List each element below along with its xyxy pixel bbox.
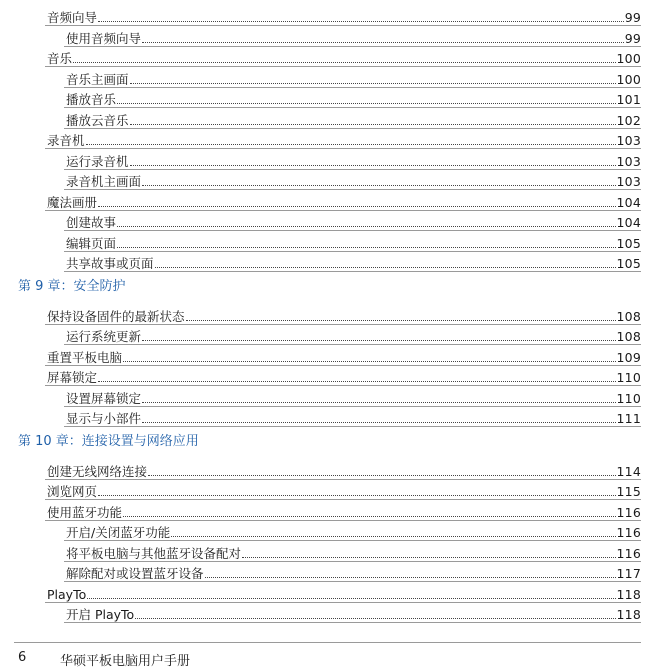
- toc-entry[interactable]: [47, 480, 641, 500]
- dot-leader: [87, 598, 615, 599]
- toc-entry-label: 将平板电脑与其他蓝牙设备配对: [66, 545, 242, 561]
- toc-entry-label: 运行录音机: [66, 153, 129, 169]
- toc-entry-page: 115: [616, 484, 641, 499]
- footer-divider: [14, 642, 641, 643]
- dot-leader: [205, 577, 616, 578]
- toc-entry-label: 使用蓝牙功能: [47, 504, 123, 520]
- footer-title: 华硕平板电脑用户手册: [60, 654, 191, 669]
- toc-entry[interactable]: [47, 346, 641, 366]
- dot-leader: [186, 320, 616, 321]
- toc-entry[interactable]: [47, 47, 641, 67]
- toc-entry[interactable]: [66, 211, 641, 231]
- dot-leader: [130, 124, 616, 125]
- toc-entry-label: 录音机: [47, 133, 85, 148]
- dot-leader: [142, 402, 616, 403]
- toc-entry-page: 102: [616, 112, 641, 128]
- toc-entry[interactable]: [66, 68, 641, 88]
- dot-leader: [86, 144, 616, 145]
- toc-entry-label: 使用音频向导: [66, 30, 142, 46]
- chapter-heading: 第 10 章：连接设置与网络应用: [18, 433, 199, 449]
- toc-entry-label: 屏幕锁定: [47, 370, 98, 385]
- toc-entry-page: 99: [624, 30, 641, 46]
- toc-entry-label: 创建故事: [66, 215, 117, 230]
- toc-entry[interactable]: [47, 583, 641, 603]
- toc-entry-page: 99: [624, 10, 641, 25]
- toc-entry-page: 116: [616, 504, 641, 520]
- toc-entry-page: 104: [616, 194, 641, 210]
- toc-entry-label: 音乐: [47, 51, 73, 66]
- toc-entry-page: 116: [616, 545, 641, 561]
- toc-entry-label: 播放音乐: [66, 92, 117, 107]
- dot-leader: [123, 516, 616, 517]
- toc-entry[interactable]: [66, 109, 641, 129]
- toc-entry-label: 重置平板电脑: [47, 349, 123, 365]
- toc-entry[interactable]: [66, 325, 641, 345]
- toc-entry-page: 103: [616, 174, 641, 189]
- toc-entry-page: 105: [616, 256, 641, 271]
- toc-entry-page: 114: [616, 463, 641, 479]
- toc-entry-page: 104: [616, 215, 641, 230]
- dot-leader: [142, 340, 616, 341]
- dot-leader: [142, 185, 616, 186]
- toc-entry-page: 100: [616, 71, 641, 87]
- toc-entry-label: 开启 PlayTo: [66, 607, 135, 622]
- dot-leader: [155, 267, 616, 268]
- toc-entry[interactable]: [66, 150, 641, 170]
- toc-entry[interactable]: [66, 407, 641, 427]
- dot-leader: [135, 618, 615, 619]
- dot-leader: [242, 557, 616, 558]
- toc-entry-label: 保持设备固件的最新状态: [47, 308, 185, 324]
- toc-entry-page: 108: [616, 329, 641, 344]
- toc-entry-page: 111: [616, 411, 641, 426]
- toc-entry-label: 创建无线网络连接: [47, 463, 148, 479]
- toc-entry[interactable]: [47, 501, 641, 521]
- toc-entry-label: 音频向导: [47, 10, 98, 25]
- toc-entry[interactable]: [47, 129, 641, 149]
- footer-page-number: 6: [18, 650, 27, 665]
- toc-entry-page: 117: [616, 566, 641, 581]
- toc-entry[interactable]: [47, 460, 641, 480]
- chapter-heading: 第 9 章：安全防护: [18, 278, 126, 294]
- toc-entry[interactable]: [47, 191, 641, 211]
- toc-entry[interactable]: [66, 542, 641, 562]
- toc-entry[interactable]: [66, 562, 641, 582]
- toc-entry-page: 101: [616, 92, 641, 107]
- toc-entry-label: 设置屏幕锁定: [66, 390, 142, 406]
- dot-leader: [130, 165, 616, 166]
- toc-entry-page: 103: [616, 153, 641, 169]
- dot-leader: [130, 83, 616, 84]
- toc-entry-page: 100: [616, 51, 641, 66]
- dot-leader: [142, 422, 616, 423]
- toc-entry[interactable]: [66, 387, 641, 407]
- dot-leader: [117, 226, 616, 227]
- toc-entry[interactable]: [66, 232, 641, 252]
- toc-entry-label: PlayTo: [47, 586, 87, 602]
- dot-leader: [142, 42, 624, 43]
- toc-entry-page: 118: [616, 607, 641, 622]
- toc-entry-label: 魔法画册: [47, 194, 98, 210]
- toc-entry[interactable]: [66, 27, 641, 47]
- toc-entry-label: 共享故事或页面: [66, 256, 154, 271]
- toc-entry-label: 编辑页面: [66, 235, 117, 251]
- toc-entry-label: 录音机主画面: [66, 174, 142, 189]
- toc-entry-page: 118: [616, 586, 641, 602]
- dot-leader: [123, 361, 616, 362]
- dot-leader: [98, 21, 624, 22]
- toc-entry-label: 浏览网页: [47, 484, 98, 499]
- toc-entry-page: 105: [616, 235, 641, 251]
- toc-entry-label: 播放云音乐: [66, 112, 129, 128]
- dot-leader: [98, 495, 616, 496]
- dot-leader: [117, 247, 616, 248]
- toc-entry[interactable]: [66, 252, 641, 272]
- toc-entry-page: 103: [616, 133, 641, 148]
- toc-entry[interactable]: [47, 6, 641, 26]
- toc-entry-label: 显示与小部件: [66, 411, 142, 426]
- toc-entry[interactable]: [66, 170, 641, 190]
- toc-entry[interactable]: [66, 603, 641, 623]
- dot-leader: [171, 536, 615, 537]
- dot-leader: [73, 62, 616, 63]
- dot-leader: [148, 475, 616, 476]
- toc-entry-label: 开启/关闭蓝牙功能: [66, 525, 171, 540]
- toc-entry-page: 110: [616, 370, 641, 385]
- toc-entry[interactable]: [66, 88, 641, 108]
- toc-entry-label: 解除配对或设置蓝牙设备: [66, 566, 204, 581]
- toc-entry-page: 109: [616, 349, 641, 365]
- toc-entry-label: 运行系统更新: [66, 329, 142, 344]
- toc-entry[interactable]: [47, 366, 641, 386]
- toc-entry-page: 110: [616, 390, 641, 406]
- toc-entry-page: 108: [616, 308, 641, 324]
- toc-entry-page: 116: [616, 525, 641, 540]
- dot-leader: [98, 381, 616, 382]
- toc-entry-label: 音乐主画面: [66, 71, 129, 87]
- dot-leader: [117, 103, 616, 104]
- toc-entry[interactable]: [47, 305, 641, 325]
- toc-entry[interactable]: [66, 521, 641, 541]
- dot-leader: [98, 206, 616, 207]
